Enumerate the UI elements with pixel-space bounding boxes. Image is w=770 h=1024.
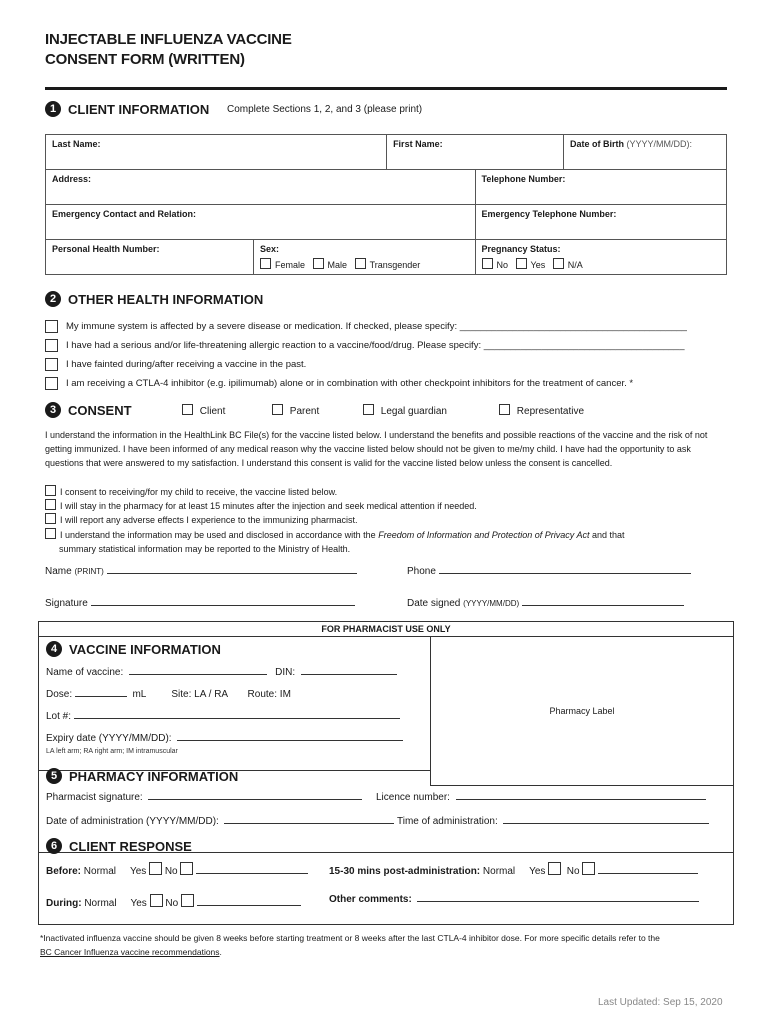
footnote: *Inactivated influenza vaccine should be given 8 weeks before starting treatment or 8 weeks after the last CTLA-4 inhibitor dose. For more specific details refer to the BC Cancer Influenza vaccine recommendations.	[40, 933, 660, 957]
client-info-table	[45, 134, 727, 275]
consent-representative-checkbox[interactable]	[499, 404, 510, 415]
din-input-line[interactable]	[301, 674, 397, 675]
dose-field: Dose: mL Site: LA / RA Route: IM	[46, 689, 291, 700]
telephone-field[interactable]: Telephone Number:	[475, 170, 726, 205]
title-line-1: INJECTABLE INFLUENZA VACCINE	[45, 31, 292, 48]
statement-3: I will report any adverse effects I experience to the immunizing pharmacist.	[45, 513, 625, 527]
consent-statements	[45, 485, 625, 556]
dose-input-line[interactable]	[75, 696, 127, 697]
section-2-number: 2	[45, 291, 61, 307]
section-1-heading	[45, 101, 209, 117]
vaccine-name-field: Name of vaccine: DIN:	[46, 667, 397, 678]
during-response: During: Normal Yes No	[46, 894, 301, 909]
consent-guardian-option: Legal guardian	[363, 404, 447, 417]
consent-client-option: Client	[182, 404, 225, 417]
date-signed-field: Date signed (YYYY/MM/DD)	[407, 598, 684, 609]
fainted-checkbox[interactable]	[45, 358, 58, 371]
date-signed-input-line[interactable]	[522, 605, 684, 606]
section-4-heading	[46, 641, 221, 657]
name-print-field: Name (PRINT)	[45, 566, 357, 577]
licence-input-line[interactable]	[456, 799, 706, 800]
consent-parent-option: Parent	[272, 404, 319, 417]
dob-field[interactable]: Date of Birth (YYYY/MM/DD):	[564, 135, 727, 170]
expiry-input-line[interactable]	[177, 740, 403, 741]
immune-checkbox[interactable]	[45, 320, 58, 333]
emergency-phone-field[interactable]: Emergency Telephone Number:	[475, 205, 726, 240]
section-3-number: 3	[45, 402, 61, 418]
before-no-checkbox[interactable]	[180, 862, 193, 875]
post-yes-checkbox[interactable]	[548, 862, 561, 875]
form-title	[45, 30, 292, 70]
pharmacist-signature-input-line[interactable]	[148, 799, 362, 800]
section-4-title: VACCINE INFORMATION	[69, 641, 221, 657]
sex-transgender-checkbox[interactable]	[355, 258, 366, 269]
statement-1: I consent to receiving/for my child to receive, the vaccine listed below.	[45, 485, 625, 499]
statement-2: I will stay in the pharmacy for at least 15 minutes after the injection and seek medical attention if needed.	[45, 499, 625, 513]
statement-1-checkbox[interactable]	[45, 485, 56, 496]
health-item-fainted: I have fainted during/after receiving a vaccine in the past.	[45, 358, 306, 371]
other-comments-input-line[interactable]	[417, 901, 699, 902]
signature-input-line[interactable]	[91, 605, 355, 606]
section-2-title: OTHER HEALTH INFORMATION	[68, 291, 264, 307]
health-item-allergy: I have had a serious and/or life-threatening allergic reaction to a vaccine/food/drug. Please specify: ______________________________________	[45, 339, 685, 352]
statement-4-continued: summary statistical information may be reported to the Ministry of Health.	[59, 543, 351, 554]
post-no-checkbox[interactable]	[582, 862, 595, 875]
expiry-field: Expiry date (YYYY/MM/DD):	[46, 733, 403, 744]
statement-2-checkbox[interactable]	[45, 499, 56, 510]
section-1-title: CLIENT INFORMATION	[68, 101, 210, 117]
consent-guardian-checkbox[interactable]	[363, 404, 374, 415]
time-admin-field: Time of administration:	[397, 816, 709, 827]
section-1-number: 1	[45, 101, 61, 117]
section-3-title: CONSENT	[68, 402, 132, 418]
section-6-heading	[46, 838, 192, 854]
pharmacist-use-header: FOR PHARMACIST USE ONLY	[39, 622, 733, 637]
phone-field: Phone	[407, 566, 691, 577]
title-line-2: CONSENT FORM (WRITTEN)	[45, 51, 245, 68]
during-input-line[interactable]	[197, 905, 301, 906]
first-name-field[interactable]: First Name:	[387, 135, 564, 170]
section-4-number: 4	[46, 641, 62, 657]
pharmacist-signature-field: Pharmacist signature:	[46, 792, 362, 803]
section-5-title: PHARMACY INFORMATION	[69, 768, 239, 784]
lot-input-line[interactable]	[74, 718, 400, 719]
date-admin-input-line[interactable]	[224, 823, 394, 824]
phn-field[interactable]: Personal Health Number:	[46, 240, 254, 275]
title-divider	[45, 87, 727, 90]
pregnancy-yes-checkbox[interactable]	[516, 258, 527, 269]
consent-representative-option: Representative	[499, 404, 584, 417]
allergy-checkbox[interactable]	[45, 339, 58, 352]
pharmacist-use-box	[38, 621, 734, 925]
name-input-line[interactable]	[107, 573, 357, 574]
before-input-line[interactable]	[196, 873, 308, 874]
consent-client-checkbox[interactable]	[182, 404, 193, 415]
health-item-ctla4: I am receiving a CTLA-4 inhibitor (e.g. ipilimumab) alone or in combination with other checkpoint inhibitors for the treatment of cancer. *	[45, 377, 633, 390]
before-yes-checkbox[interactable]	[149, 862, 162, 875]
consent-paragraph: I understand the information in the HealthLink BC File(s) for the vaccine listed below. I understand the benefits and possible reactions of the vaccine and the risk of not getting immunized. I have been informed of any medical reason why the vaccine listed below should not be given to me/my child. I have had the opportunity to ask questions that were answered to my satisfaction. I understand this consent is valid for the vaccine listed below unless the consent is cancelled.	[45, 430, 708, 469]
last-updated: Last Updated: Sep 15, 2020	[598, 997, 723, 1008]
route-label: Route: IM	[247, 689, 291, 700]
section-1-instruction: Complete Sections 1, 2, and 3 (please print)	[227, 104, 423, 115]
site-label: Site: LA / RA	[171, 689, 229, 700]
health-item-immune: My immune system is affected by a severe disease or medication. If checked, please specify: ___________________________________________	[45, 320, 687, 333]
statement-3-checkbox[interactable]	[45, 513, 56, 524]
statement-4-checkbox[interactable]	[45, 528, 56, 539]
section-3-heading	[45, 402, 132, 418]
time-admin-input-line[interactable]	[503, 823, 709, 824]
address-field[interactable]: Address:	[46, 170, 476, 205]
sex-field: Sex: Female Male Transgender	[254, 240, 476, 275]
pharmacy-label-area: Pharmacy Label	[430, 637, 733, 786]
sex-male-checkbox[interactable]	[313, 258, 324, 269]
site-legend: LA left arm; RA right arm; IM intramuscular	[46, 748, 178, 755]
before-response: Before: Normal Yes No	[46, 862, 308, 877]
during-yes-checkbox[interactable]	[150, 894, 163, 907]
licence-field: Licence number:	[376, 792, 706, 803]
consent-parent-checkbox[interactable]	[272, 404, 283, 415]
phone-input-line[interactable]	[439, 573, 691, 574]
lot-field: Lot #:	[46, 711, 400, 722]
ctla4-checkbox[interactable]	[45, 377, 58, 390]
signature-field: Signature	[45, 598, 355, 609]
section-5-heading	[46, 768, 238, 784]
pregnancy-field: Pregnancy Status: No Yes N/A	[475, 240, 726, 275]
sex-female-checkbox[interactable]	[260, 258, 271, 269]
pregnancy-na-checkbox[interactable]	[553, 258, 564, 269]
section-6-number: 6	[46, 838, 62, 854]
vaccine-name-input-line[interactable]	[129, 674, 267, 675]
other-comments-field: Other comments:	[329, 894, 699, 905]
section-6-title: CLIENT RESPONSE	[69, 838, 192, 854]
section-5-number: 5	[46, 768, 62, 784]
section-2-heading	[45, 291, 263, 307]
post-input-line[interactable]	[598, 873, 698, 874]
emergency-contact-field[interactable]: Emergency Contact and Relation:	[46, 205, 476, 240]
during-no-checkbox[interactable]	[181, 894, 194, 907]
date-admin-field: Date of administration (YYYY/MM/DD):	[46, 816, 394, 827]
bc-cancer-link[interactable]: BC Cancer Influenza vaccine recommendations	[40, 947, 220, 957]
pregnancy-no-checkbox[interactable]	[482, 258, 493, 269]
statement-4: I understand the information may be used and disclosed in accordance with the Freedom of Information and Protection of Privacy Act and that	[45, 528, 625, 542]
last-name-field[interactable]: Last Name:	[46, 135, 387, 170]
post-admin-response: 15-30 mins post-administration: Normal Yes No	[329, 862, 698, 877]
